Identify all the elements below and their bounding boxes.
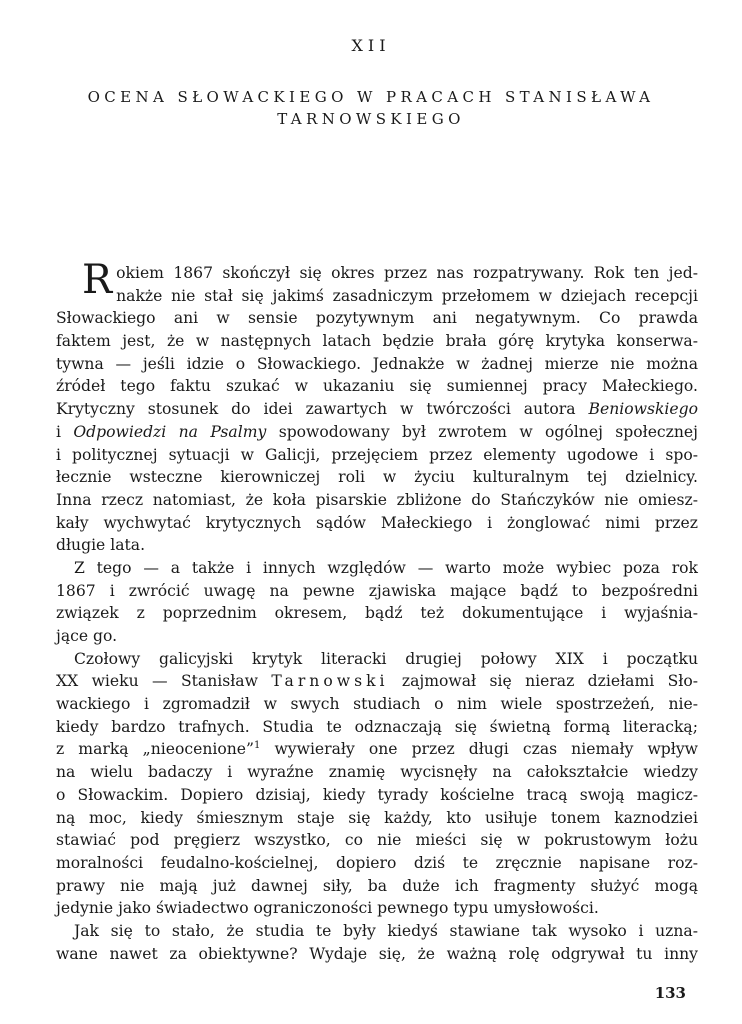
text-line: długie lata. [56, 536, 146, 555]
text-line: i Odpowiedzi na Psalmy spowodowany był zwrotem w ogólnej społecznej [56, 422, 698, 441]
text-line: źródeł tego faktu szukać w ukazaniu się sumiennej pracy Małeckiego. [56, 377, 698, 396]
text-line: wackiego i zgromadził w swych studiach o nim wiele spostrzeżeń, nie- [56, 695, 698, 714]
text-line: jące go. [56, 627, 118, 645]
text-line: nakże nie stał się jakimś zasadniczym przełomem w dziejach recepcji [116, 286, 698, 305]
italic-title: Odpowiedzi na Psalmy [73, 422, 267, 441]
text-line: prawy nie mają już dawnej siły, ba duże ich fragmenty służyć mogą [56, 876, 698, 895]
text-line: łecznie wsteczne kierowniczej roli w życiu kulturalnym tej dzielnicy. [56, 468, 698, 487]
text-line: 1867 i zwrócić uwagę na pewne zjawiska mające bądź to bezpośredni [56, 581, 698, 600]
text-line: XX wieku — Stanisław Tarnowski zajmował się nieraz dziełami Sło- [56, 672, 698, 691]
text-line: wane nawet za obiektywne? Wydaje się, że ważną rolę odgrywał tu inny [56, 944, 698, 963]
text-line: Z tego — a także i innych względów — warto może wybiec poza rok [74, 558, 698, 577]
text-line: Rokiem 1867 skończył się okres przez nas rozpatrywany. Rok ten jed- [82, 257, 698, 303]
text-line: o Słowackim. Dopiero dzisiaj, kiedy tyrady kościelne tracą swoją magicz- [56, 785, 698, 804]
text-line: Jak się to stało, że studia te były kiedyś stawiane tak wysoko i uzna- [74, 921, 698, 940]
text-line: Inna rzecz natomiast, że koła pisarskie zbliżone do Stańczyków nie omiesz- [56, 490, 698, 509]
text-line: moralności feudalno-kościelnej, dopiero dziś te zręcznie napisane roz- [56, 853, 698, 872]
spaced-name: Tarnowski [271, 672, 389, 691]
text-line: Słowackiego ani w sensie pozytywnym ani negatywnym. Co prawda [56, 309, 698, 328]
text-line: ną moc, kiedy śmiesznym staje się każdy, kto usiłuje tonem kaznodziei [56, 808, 698, 827]
italic-title: Beniowskiego [588, 400, 698, 419]
text-line: Czołowy galicyjski krytyk literacki drugiej połowy XIX i początku [74, 649, 698, 668]
text-line: związek z poprzednim okresem, bądź też dokumentujące i wyjaśnia- [56, 604, 698, 623]
drop-cap: R [82, 257, 113, 303]
text-line: tywna — jeśli idzie o Słowackiego. Jednakże w żadnej mierze nie można [56, 354, 698, 373]
text-line: faktem jest, że w następnych latach będzie brała górę krytyka konserwa- [56, 332, 698, 351]
footnote-marker: 1 [254, 740, 261, 752]
text-line: i politycznej sytuacji w Galicji, przejęciem przez elementy ugodowe i spo- [56, 445, 698, 464]
text-line: na wielu badaczy i wyraźne znamię wycisnęły na całokształcie wiedzy [56, 763, 698, 782]
text-line: z marką „nieocenione”$^1$ wywierały one przez długi czas niemały wpływ [56, 740, 699, 759]
chapter-title-line-1: OCENA SŁOWACKIEGO W PRACACH STANISŁAWA [87, 88, 655, 106]
chapter-title-line-2: TARNOWSKIEGO [277, 110, 465, 128]
chapter-title [40, 86, 702, 130]
text-line: stawiać pod pręgierz wszystko, co nie mieści się w pokrustowym łożu [56, 831, 698, 850]
body-text [56, 257, 699, 965]
page-number: 133 [654, 984, 686, 1002]
text-line: jedynie jako świadectwo ograniczoności pewnego typu umysłowości. [56, 899, 599, 918]
text-line: kiedy bardzo trafnych. Studia te odznaczają się świetną formą literacką; [56, 717, 698, 736]
text-line: Krytyczny stosunek do idei zawartych w twórczości autora Beniowskiego [56, 400, 698, 419]
text-line: kały wychwytać krytycznych sądów Małeckiego i żonglować nimi przez [56, 513, 698, 532]
chapter-number: XII [351, 36, 391, 55]
